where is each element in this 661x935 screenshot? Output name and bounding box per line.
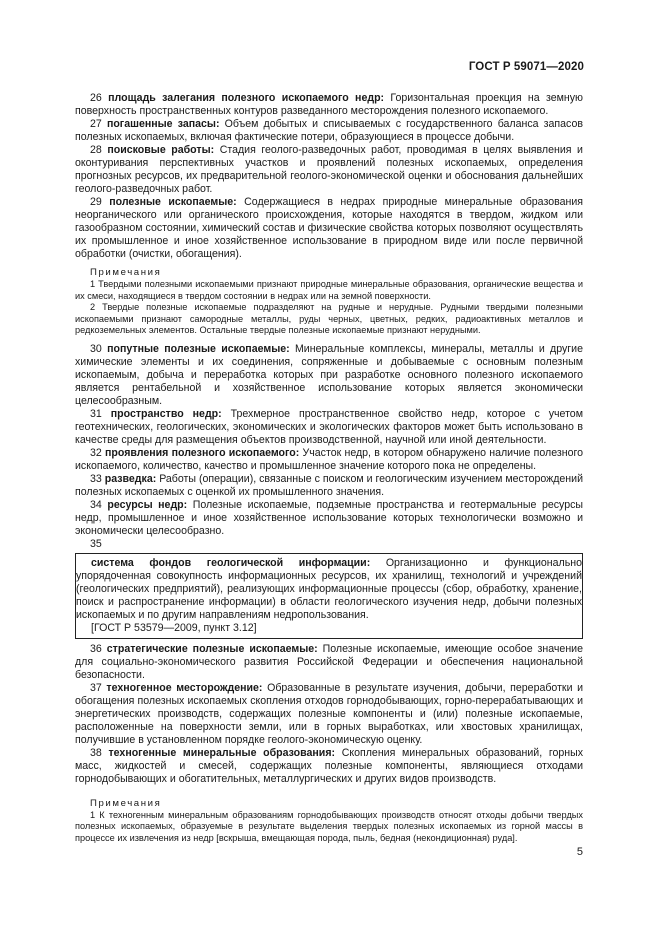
- standard-header: ГОСТ Р 59071—2020: [468, 61, 584, 73]
- note-item: 1 Твердыми полезными ископаемыми признают природные минеральные образования, органические вещества и их смеси, находящиеся в твердом состоянии в недрах или на земной поверхности.: [75, 279, 583, 301]
- note-item: 2 Твердые полезные ископаемые подразделяют на рудные и нерудные. Рудными твердыми полезными ископаемыми признают самородные металлы, руды черных, цветных, редких, радиоактивных металлов и редкоземельных элементов. Остальные твердые полезные ископаемые признают нерудными.: [75, 302, 583, 335]
- note-item: 1 К техногенным минеральным образованиям горнодобывающих производств относят отходы добычи твердых полезных ископаемых, образуемые в результате выделения твердых полезных ископаемых из горной массы в процессе их извлечения из недр [вскрыша, вмещающая порода, пыль, бедная (некондиционная) руда].: [75, 809, 583, 843]
- term-37: 37 техногенное месторождение: Образованные в результате изучения, добычи, переработки и обогащения полезных ископаемых скопления отходов горнодобывающих, горно-перерабатывающих и энергетических производств, содержащих полезные компоненты и (или) полезные ископаемые, расположенные на поверхности земли, или в горных выработках, или хвостовых хранилищах, получившие в установленном порядке геолого-экономическую оценку.: [75, 681, 584, 746]
- term-31: 31 пространство недр: Трехмерное пространственное свойство недр, которое с учетом геотехнических, геологических, экономических и экологических факторов может быть использовано в качестве среды для размещения объектов производственной, научной или иной деятельности.: [75, 407, 583, 446]
- term-28: 28 поисковые работы: Стадия геолого-разведочных работ, проводимая в целях выявления и оконтуривания перспективных участков и проявлений полезных ископаемых, определения прогнозных ресурсов, их предварительной геолого-экономической оценки и обоснования дальнейших геолого-разведочных работ.: [75, 144, 583, 195]
- term-33: 33 разведка: Работы (операции), связанные с поиском и геологическим изучением месторождений полезных ископаемых с оценкой их промышленного значения.: [75, 472, 583, 498]
- notes-title: Примечания: [90, 267, 162, 278]
- page-number: 5: [576, 846, 583, 858]
- term-38: 38 техногенные минеральные образования: Скопления минеральных образований, горных масс, жидкостей и смесей, содержащих полезные компоненты, являющиеся отходами горнодобывающих и обогатительных, металлургических и других видов производств.: [75, 746, 583, 785]
- document-body: [75, 92, 583, 844]
- term-35: система фондов геологической информации: Организационно и функционально упорядоченная совокупность информационных ресурсов, их хранилищ, технологий и учреждений (геологических предприятий), реализующих информационные процессы (сбор, обработку, хранение, поиск и распространение информации) в области геологического изучения недр, добычи полезных ископаемых и по другим направлениям недропользования.: [76, 556, 582, 621]
- notes-title: Примечания: [90, 797, 162, 809]
- term-30: 30 попутные полезные ископаемые: Минеральные комплексы, минералы, металлы и другие химические элементы и их соединения, сопряженные и добываемые с основным полезным ископаемым, добыча и переработка которых при разработке основного полезного ископаемого является рентабельной и хозяйственное использование которых является экономически целесообразным.: [75, 342, 583, 407]
- term-35-number: 35: [90, 537, 102, 550]
- term-35-reference: [ГОСТ Р 53579—2009, пункт 3.12]: [91, 621, 257, 634]
- term-27: 27 погашенные запасы: Объем добытых и списываемых с государственного баланса запасов полезных ископаемых, включая фактические потери, образующиеся в процессе добычи.: [75, 118, 583, 143]
- term-36: 36 стратегические полезные ископаемые: Полезные ископаемые, имеющие особое значение для социально-экономического развития Российской Федерации и обеспечения национальной безопасности.: [75, 642, 583, 681]
- term-34: 34 ресурсы недр: Полезные ископаемые, подземные пространства и геотермальные ресурсы недр, промышленное и иное хозяйственное использование которых технологически возможно и экономически целесообразно.: [75, 498, 584, 537]
- term-29: 29 полезные ископаемые: Содержащиеся в недрах природные минеральные образования неорганического или органического происхождения, которые находятся в твердом, жидком или газообразном состоянии, химический состав и физические свойства которых позволяют осуществлять их промышленное и иное хозяйственное использование в природном виде или после первичной обработки (очистки, обогащения).: [75, 196, 583, 260]
- term-32: 32 проявления полезного ископаемого: Участок недр, в котором обнаружено наличие полезного ископаемого, количество, качество и промышленное значение которого пока не определены.: [75, 446, 583, 472]
- term-26: 26 площадь залегания полезного ископаемого недр: Горизонтальная проекция на земную поверхность пространственных контуров разведанного месторождения полезного ископаемого.: [75, 92, 583, 117]
- term-35-box: [75, 553, 583, 639]
